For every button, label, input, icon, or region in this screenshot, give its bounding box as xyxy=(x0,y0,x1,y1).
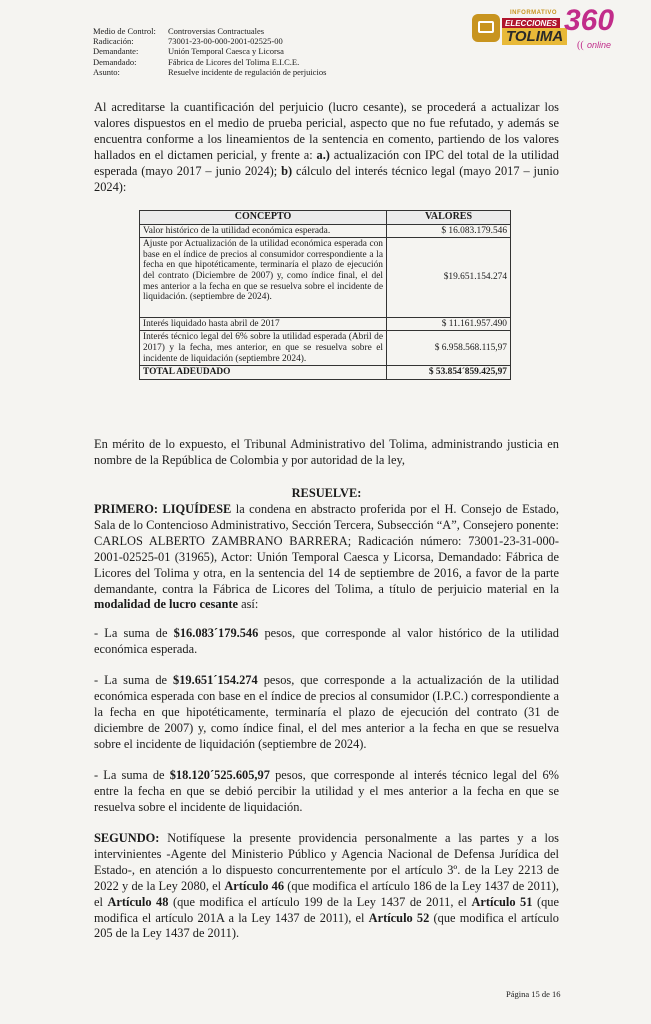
item-amount: $16.083´179.546 xyxy=(173,626,259,640)
header-key: Demandado: xyxy=(93,56,137,67)
resuelve-heading xyxy=(94,486,559,502)
ballot-box-icon xyxy=(472,14,500,42)
intro-paragraph xyxy=(94,100,559,195)
item-pre: - La suma de xyxy=(94,673,174,687)
liquidation-table xyxy=(139,210,511,380)
primero-text: la condena en abstracto proferida por el H. Consejo de Estado, Sala de lo Contencioso Administrativo, Sección Tercera, Subsección “A”, Consejero ponente: CARLOS ALBERTO ZAMBRANO BARRERA; Radicación número: 73001-23-31-000-2001-02525-01 (31965), Actor: Unión Temporal Caesca y Licorsa, Demandado: Fábrica de Licores del Tolima y otra, en la sentencia del 14 de septiembre de 2016, a favor de la parte demandante, contra la Fábrica de Licores del Tolima, a título de perjuicio material en la xyxy=(94,502,559,596)
page-number: Página 15 de 16 xyxy=(506,989,561,999)
item-pre: - La suma de xyxy=(94,626,174,640)
header-key: Radicación: xyxy=(93,36,134,47)
header-key: Demandante: xyxy=(93,46,139,57)
table-row xyxy=(140,317,511,331)
table-row xyxy=(140,238,511,318)
item-post: pesos, que corresponde al valor histórico de la utilidad económica esperada. xyxy=(94,626,559,656)
segundo-article: Artículo 46 xyxy=(224,878,285,893)
header-row xyxy=(93,36,326,46)
merito-text: En mérito de lo expuesto, el Tribunal Administrativo del Tolima, administrando justicia en nombre de la República de Colombia y por autoridad de la ley, xyxy=(94,437,559,467)
logo-360-text: 360 xyxy=(564,4,615,37)
case-header xyxy=(93,26,326,77)
header-key: Asunto: xyxy=(93,66,120,77)
merito-paragraph xyxy=(94,437,559,469)
logo-mid-text: ELECCIONES xyxy=(502,18,560,29)
table-row xyxy=(140,224,511,238)
logo-big-text: TOLIMA xyxy=(502,28,567,45)
table-cell-concept: Interés liquidado hasta abril de 2017 xyxy=(140,317,387,331)
primero-bold: modalidad de lucro cesante xyxy=(94,597,238,612)
table-total-value: $ 53.854´859.425,97 xyxy=(387,366,511,380)
table-total-row xyxy=(140,366,511,380)
list-item xyxy=(94,673,559,753)
segundo-text: (que modifica el artículo 201A a la Ley 1437 de 2011), el xyxy=(94,894,559,925)
header-value: Controversias Contractuales xyxy=(168,26,265,36)
table-total-label: TOTAL ADEUDADO xyxy=(140,366,387,380)
table-cell-value: $ 11.161.957.490 xyxy=(387,317,511,331)
logo-small-text: INFORMATIVO xyxy=(510,10,558,16)
item-amount: $18.120´525.605,97 xyxy=(169,768,270,782)
table-header-valores: VALORES xyxy=(387,211,511,225)
primero-end: así: xyxy=(238,597,259,612)
segundo-paragraph xyxy=(94,831,559,942)
table-row xyxy=(140,331,511,366)
primero-paragraph xyxy=(94,502,559,613)
segundo-article: Artículo 51 xyxy=(471,894,533,909)
header-value: Resuelve incidente de regulación de perjuicios xyxy=(168,66,327,77)
table-cell-value: $ 6.958.568.115,97 xyxy=(387,331,511,366)
intro-a: a.) xyxy=(316,147,330,162)
news-logo xyxy=(472,6,644,58)
table-cell-concept: Valor histórico de la utilidad económica esperada. xyxy=(140,224,387,238)
intro-text: cálculo del interés técnico legal (mayo 2017 – junio 2024): xyxy=(94,163,560,194)
segundo-article: Artículo 48 xyxy=(107,894,169,909)
header-value: Fábrica de Licores del Tolima E.I.C.E. xyxy=(168,56,300,67)
header-row xyxy=(93,46,326,56)
segundo-text: Notifíquese la presente providencia personalmente a las partes y a los intervinientes -Agente del Ministerio Público y Agencia Nacional de Defensa Jurídica del Estado-, en atención a lo dispuesto concurrentemente por el artículo 3º. de la Ley 2213 de 2022 y de la Ley 2080, el xyxy=(94,831,559,893)
intro-b: b) xyxy=(281,163,293,178)
header-row xyxy=(93,67,326,77)
table-cell-concept: Interés técnico legal del 6% sobre la utilidad esperada (Abril de 2017) y la fecha, mes anterior, en que se resuelva sobre el incidente de liquidación (septiembre 2024). xyxy=(140,331,387,366)
list-item xyxy=(94,768,559,816)
item-post: pesos, que corresponde al interés técnico legal del 6% entre la fecha en que se debió percibir la utilidad y el mes anterior a la fecha en que se resuelva sobre el incidente de liquidación. xyxy=(94,768,559,814)
signal-wave-icon: (( xyxy=(577,40,584,51)
table-cell-concept: Ajuste por Actualización de la utilidad económica esperada con base en el índice de precios al consumidor correspondiente a la fecha en que hipotéticamente, terminaría el plazo de ejecución del contrato (Diciembre de 2007) y, como índice final, el del mes anterior a la fecha en que se resuelva sobre el incidente de liquidación. (septiembre de 2024). xyxy=(140,238,387,318)
header-value: 73001-23-00-000-2001-02525-00 xyxy=(168,36,283,47)
header-row xyxy=(93,26,326,36)
table-cell-value: $ 16.083.179.546 xyxy=(387,224,511,238)
table-cell-value: $19.651.154.274 xyxy=(387,238,511,318)
primero-label: PRIMERO: LIQUÍDESE xyxy=(94,502,232,516)
resuelve-text: RESUELVE: xyxy=(291,486,362,500)
item-post: pesos, que corresponde a la actualización de la utilidad económica esperada con base en el índice de precios al consumidor (I.P.C.) correspondiente a la fecha en que hipotéticamente, terminaría el plazo de ejecución del contrato (31 de diciembre de 2007) y, como índice final, el del mes anterior a la fecha en que se resuelva sobre el incidente de liquidación (septiembre de 2024). xyxy=(94,673,559,751)
segundo-text: (que modifica el artículo 205 de la Ley 1437 de 2011). xyxy=(94,910,559,941)
table-header-row xyxy=(140,211,511,225)
table-header-concepto: CONCEPTO xyxy=(140,211,387,225)
intro-text: actualización con IPC del total de la utilidad esperada (mayo 2017 – junio 2024); xyxy=(94,147,559,178)
logo-online-text: online xyxy=(587,40,612,50)
item-pre: - La suma de xyxy=(94,768,170,782)
segundo-article: Artículo 52 xyxy=(368,910,430,925)
segundo-text: (que modifica el artículo 199 de la Ley 1437 de 2011, el xyxy=(168,894,472,909)
list-item xyxy=(94,626,559,658)
header-row xyxy=(93,57,326,67)
segundo-text: (que modifica el artículo 186 de la Ley 1437 de 2011), el xyxy=(94,878,559,909)
intro-text: Al acreditarse la cuantificación del perjuicio (lucro cesante), se procederá a actualizar los valores dispuestos en el medio de prueba pericial, aspecto que no fue refutado, y además se encuentra conforme a los lineamientos de la sentencia en comento, partiendo de los valores hallados en el dictamen pericial, y frente a: xyxy=(94,100,559,162)
segundo-label: SEGUNDO: xyxy=(94,831,160,845)
header-key: Medio de Control: xyxy=(93,26,156,36)
header-value: Unión Temporal Caesca y Licorsa xyxy=(168,46,284,57)
item-amount: $19.651´154.274 xyxy=(173,673,258,687)
